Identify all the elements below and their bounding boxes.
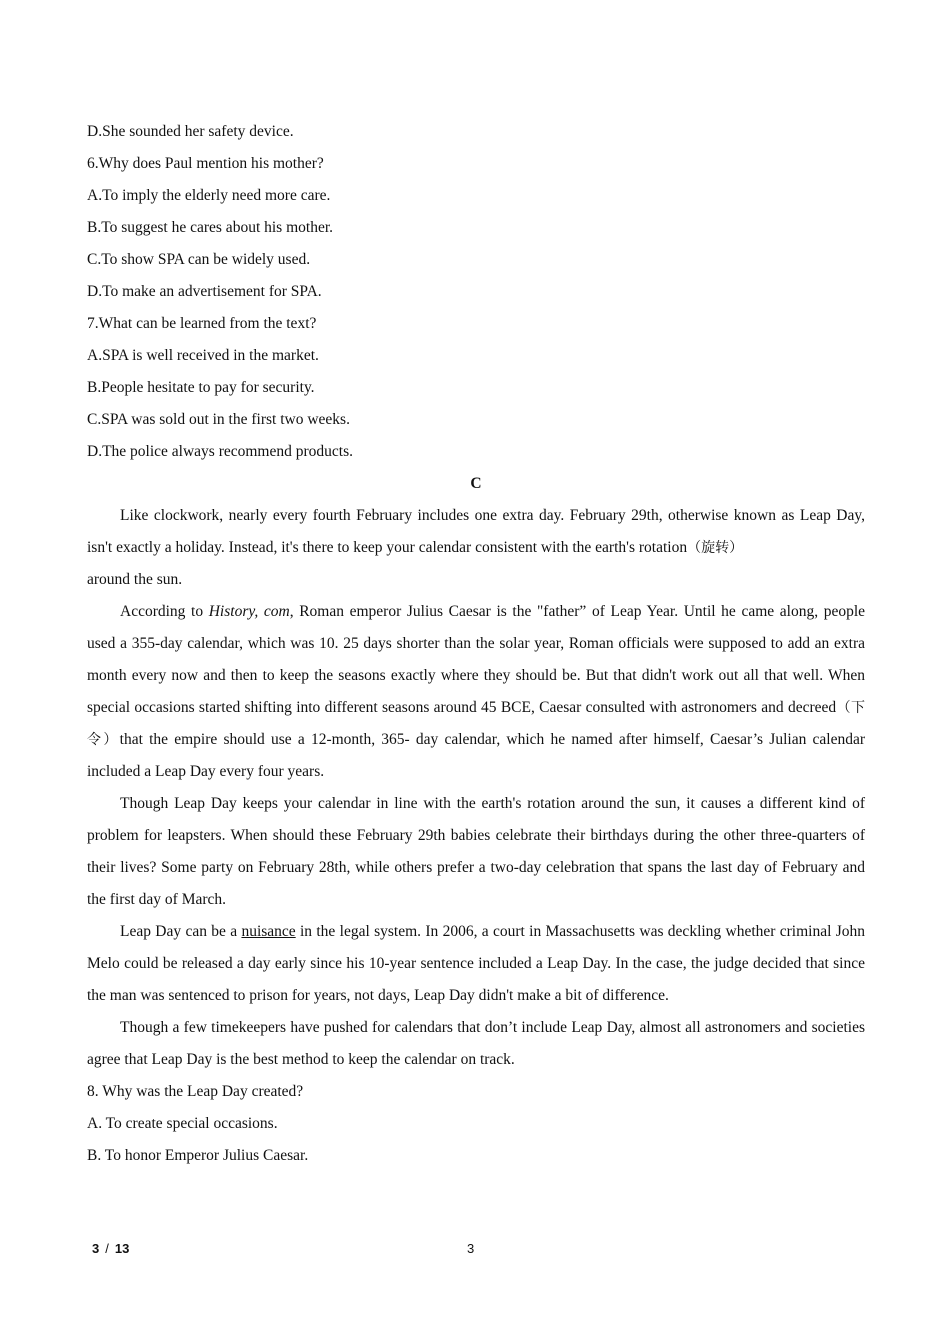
option-b-q7: B.People hesitate to pay for security. bbox=[87, 379, 315, 396]
paragraph-2-text-a: According to bbox=[120, 603, 209, 620]
page-indicator bbox=[92, 1241, 129, 1256]
paragraph-2-text-c: that the empire should use a 12-month, 365- day calendar, which he named after himself, Caesar’s Julian calendar included a Leap Day every four years. bbox=[87, 731, 866, 780]
paragraph-2-gloss: （下令） bbox=[87, 700, 866, 748]
option-b-q6: B.To suggest he cares about his mother. bbox=[87, 219, 334, 236]
total-page-count: 13 bbox=[114, 1241, 130, 1256]
paragraph-2-source: History, com bbox=[208, 603, 290, 620]
option-a-q6: A.To imply the elderly need more care. bbox=[87, 187, 331, 204]
paragraph-2-text-b: , Roman emperor Julius Caesar is the "father” of Leap Year. Until he came along, people used a 355-day calendar, which was 10. 25 days shorter than the solar year, Roman officials were supposed to add an extra month every now and then to keep the seasons exactly where they should be. But that didn't work out all that well. When special occasions started shifting into different seasons around 45 BCE, Caesar consulted with astronomers and decreed bbox=[87, 603, 866, 716]
paragraph-4-text-a: Leap Day can be a bbox=[120, 923, 242, 940]
option-b-q8: B. To honor Emperor Julius Caesar. bbox=[87, 1147, 309, 1164]
question-7: 7.What can be learned from the text? bbox=[87, 315, 317, 332]
question-8: 8. Why was the Leap Day created? bbox=[87, 1083, 304, 1100]
paragraph-1 bbox=[87, 500, 865, 596]
section-heading: C bbox=[470, 475, 482, 492]
option-d-q7: D.The police always recommend products. bbox=[87, 443, 353, 460]
paragraph-5: Though a few timekeepers have pushed for calendars that don’t include Leap Day, almost all astronomers and societies agree that Leap Day is the best method to keep the calendar on track. bbox=[87, 1019, 865, 1068]
paragraph-4-underlined-word: nuisance bbox=[241, 923, 296, 940]
current-page-number: 3 bbox=[92, 1241, 100, 1256]
paragraph-3: Though Leap Day keeps your calendar in line with the earth's rotation around the sun, it causes a different kind of problem for leapsters. When should these February 29th babies celebrate their birthdays during the other three-quarters of their lives? Some party on February 28th, while others prefer a two-day celebration that spans the last day of February and the first day of March. bbox=[87, 795, 865, 908]
option-c-q7: C.SPA was sold out in the first two weeks. bbox=[87, 411, 350, 428]
option-c-q6: C.To show SPA can be widely used. bbox=[87, 251, 311, 268]
option-d-q5: D.She sounded her safety device. bbox=[87, 123, 294, 140]
page-separator: / bbox=[105, 1241, 109, 1256]
option-a-q7: A.SPA is well received in the market. bbox=[87, 347, 319, 364]
paragraph-4-text-b: in the legal system. In 2006, a court in Massachusetts was deckling whether criminal John Melo could be released a day early since his 10-year sentence included a Leap Day. In the case, the judge decided that since the man was sentenced to prison for years, not days, Leap Day didn't make a bit of difference. bbox=[87, 923, 865, 1004]
paragraph-4 bbox=[87, 916, 865, 1012]
paragraph-1-text-a: Like clockwork, nearly every fourth February includes one extra day. February 29th, otherwise known as Leap Day, isn't exactly a holiday. Instead, it's there to keep your calendar consistent with the earth's rotation bbox=[87, 507, 865, 556]
paragraph-1-gloss: （旋转） bbox=[687, 540, 744, 556]
paragraph-1-text-b: around the sun. bbox=[87, 571, 183, 588]
question-6: 6.Why does Paul mention his mother? bbox=[87, 155, 324, 172]
page-content bbox=[87, 116, 865, 1172]
option-a-q8: A. To create special occasions. bbox=[87, 1115, 278, 1132]
footer-page-number: 3 bbox=[467, 1241, 475, 1256]
paragraph-2 bbox=[87, 596, 865, 788]
option-d-q6: D.To make an advertisement for SPA. bbox=[87, 283, 322, 300]
